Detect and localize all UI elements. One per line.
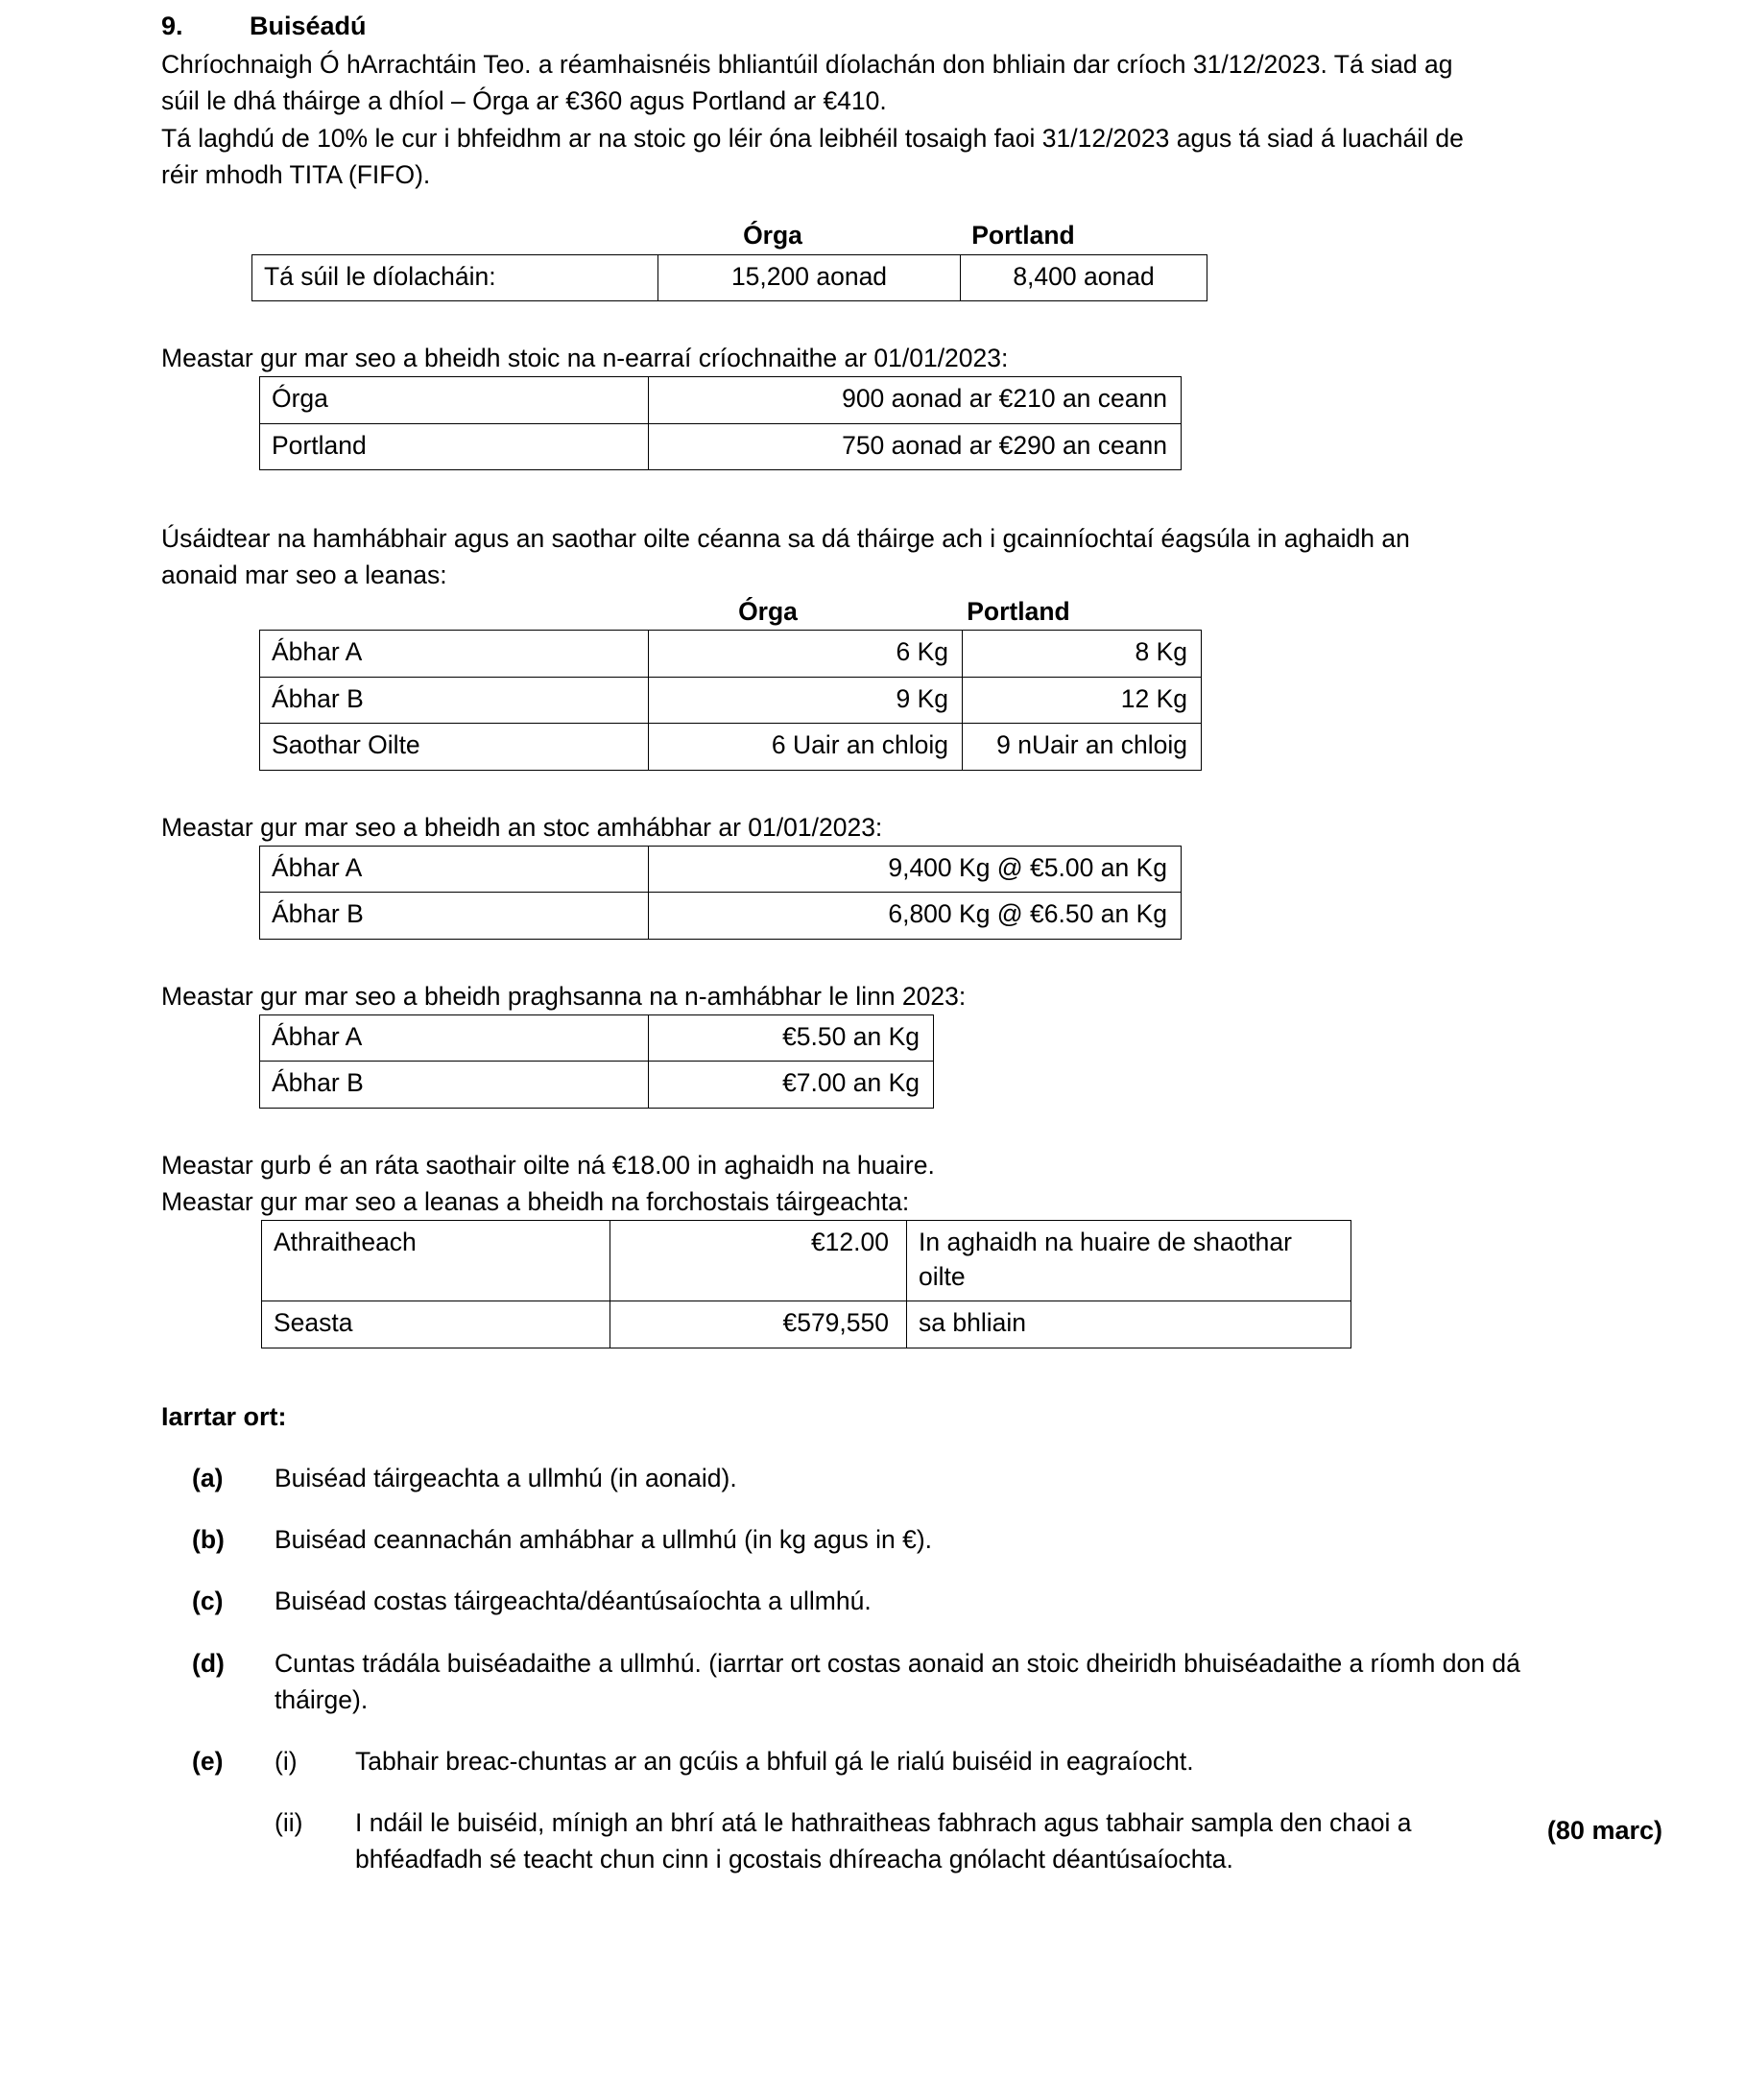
requirement-b-text: Buiséad ceannachán amhábhar a ullmhú (in kg agus in €). bbox=[275, 1525, 933, 1555]
requirements-title: Iarrtar ort: bbox=[161, 1401, 287, 1431]
labour-rate-line: Meastar gurb é an ráta saothair oilte ná €18.00 in aghaidh na huaire. bbox=[161, 1150, 935, 1180]
usage-header-blank bbox=[259, 594, 624, 631]
table-row bbox=[260, 846, 1182, 893]
sales-orga-value: 15,200 aonad bbox=[658, 254, 961, 301]
table-row bbox=[262, 1301, 1351, 1348]
oh-row-0-label: Athraitheach bbox=[262, 1221, 610, 1301]
spacer bbox=[0, 771, 1745, 809]
marks-footer: (80 marc) bbox=[1546, 1816, 1662, 1846]
oh-row-1-basis: sa bhliain bbox=[907, 1301, 1351, 1348]
usage-table-wrapper bbox=[259, 630, 1745, 771]
requirement-e-label: (e) bbox=[192, 1746, 224, 1776]
requirement-a-label: (a) bbox=[192, 1464, 224, 1493]
sales-table-wrapper bbox=[251, 254, 1745, 302]
spacer bbox=[0, 940, 1745, 978]
oh-row-1-label: Seasta bbox=[262, 1301, 610, 1348]
finished-goods-caption: Meastar gur mar seo a bheidh stoic na n-earraí críochnaithe ar 01/01/2023: bbox=[161, 344, 1009, 373]
production-overheads-table bbox=[261, 1220, 1351, 1348]
fg-row-0-label: Órga bbox=[260, 377, 649, 424]
spacer bbox=[0, 193, 1745, 218]
usage-table-headers bbox=[259, 594, 1745, 631]
price-row-0-label: Ábhar A bbox=[260, 1014, 649, 1062]
requirement-e-i-text: Tabhair breac-chuntas ar an gcúis a bhfuil gá le rialú buiséid in eagraíocht. bbox=[355, 1746, 1194, 1776]
usage-row-1-orga: 9 Kg bbox=[649, 677, 963, 724]
usage-caption: Úsáidtear na hamhábhair agus an saothar oilte céanna sa dá tháirge ach i gcainníochtaí éagsúla in aghaidh an aonaid mar seo a leanas: bbox=[161, 524, 1410, 590]
requirement-b-label: (b) bbox=[192, 1525, 225, 1555]
sales-portland-value: 8,400 aonad bbox=[961, 254, 1207, 301]
usage-row-1-label: Ábhar B bbox=[260, 677, 649, 724]
raw-material-stock-caption: Meastar gur mar seo a bheidh an stoc amhábhar ar 01/01/2023: bbox=[161, 812, 883, 842]
finished-goods-stock-table bbox=[259, 376, 1182, 470]
table-row bbox=[252, 254, 1207, 301]
requirement-item-e-ii bbox=[275, 1779, 1745, 1877]
requirement-e-ii-text: I ndáil le buiséid, mínigh an bhrí atá le hathraitheas fabhrach agus tabhair sampla den chaoi a bhféadfadh sé teacht chun cinn i gcostais dhíreacha gnólacht déantúsaíochta. bbox=[355, 1808, 1412, 1874]
intro-paragraph-2: Tá laghdú de 10% le cur i bhfeidhm ar na stoic go léir óna leibhéil tosaigh faoi 31/12/2023 agus tá siad á luacháil de réir mhodh TITA (FIFO). bbox=[161, 123, 1464, 189]
oh-row-0-amount: €12.00 bbox=[610, 1221, 907, 1301]
rm-row-0-label: Ábhar A bbox=[260, 846, 649, 893]
requirement-c-text: Buiséad costas táirgeachta/déantúsaíochta a ullmhú. bbox=[275, 1587, 872, 1616]
price-row-1-label: Ábhar B bbox=[260, 1062, 649, 1109]
table-row bbox=[260, 377, 1182, 424]
table-row bbox=[260, 631, 1202, 678]
usage-row-0-orga: 6 Kg bbox=[649, 631, 963, 678]
spacer bbox=[0, 301, 1745, 340]
usage-header-portland: Portland bbox=[967, 596, 1070, 626]
overheads-caption: Meastar gur mar seo a leanas a bheidh na forchostais táirgeachta: bbox=[161, 1187, 910, 1217]
table-row bbox=[260, 1062, 934, 1109]
oh-row-0-basis: In aghaidh na huaire de shaothar oilte bbox=[907, 1221, 1351, 1301]
requirement-item-e bbox=[192, 1718, 1745, 1779]
spacer bbox=[0, 1348, 1745, 1398]
usage-row-0-portland: 8 Kg bbox=[963, 631, 1202, 678]
spacer bbox=[0, 1109, 1745, 1147]
usage-header-orga: Órga bbox=[738, 596, 798, 626]
sales-row-label: Tá súil le díolacháin: bbox=[252, 254, 658, 301]
table-row bbox=[260, 724, 1202, 771]
requirement-e-i-roman: (i) bbox=[275, 1746, 298, 1776]
rm-row-1-label: Ábhar B bbox=[260, 893, 649, 940]
table-row bbox=[260, 423, 1182, 470]
requirement-item-a bbox=[192, 1435, 1745, 1496]
price-row-1-value: €7.00 an Kg bbox=[649, 1062, 934, 1109]
sales-header-orga: Órga bbox=[743, 220, 802, 250]
usage-row-2-orga: 6 Uair an chloig bbox=[649, 724, 963, 771]
fg-row-1-label: Portland bbox=[260, 423, 649, 470]
requirement-d-label: (d) bbox=[192, 1648, 225, 1678]
rm-row-0-value: 9,400 Kg @ €5.00 an Kg bbox=[649, 846, 1182, 893]
page-title bbox=[161, 8, 1745, 44]
usage-row-2-label: Saothar Oilte bbox=[260, 724, 649, 771]
table-row bbox=[260, 1014, 934, 1062]
sales-header-portland: Portland bbox=[971, 220, 1075, 250]
usage-row-1-portland: 12 Kg bbox=[963, 677, 1202, 724]
raw-material-stock-table bbox=[259, 846, 1182, 940]
requirement-c-label: (c) bbox=[192, 1587, 224, 1616]
material-prices-table-wrapper bbox=[259, 1014, 1745, 1109]
usage-row-0-label: Ábhar A bbox=[260, 631, 649, 678]
table-row bbox=[262, 1221, 1351, 1301]
oh-row-1-amount: €579,550 bbox=[610, 1301, 907, 1348]
material-prices-table bbox=[259, 1014, 934, 1109]
sales-header-blank bbox=[251, 218, 633, 254]
spacer bbox=[0, 470, 1745, 520]
table-row bbox=[260, 677, 1202, 724]
expected-sales-table bbox=[251, 254, 1207, 302]
requirement-d-text: Cuntas trádála buiséadaithe a ullmhú. (iarrtar ort costas aonaid an stoic dheiridh bhuiséadaithe a ríomh don dá tháirge). bbox=[275, 1648, 1520, 1714]
usage-row-2-portland: 9 nUair an chloig bbox=[963, 724, 1202, 771]
raw-material-stock-table-wrapper bbox=[259, 846, 1745, 940]
finished-goods-table-wrapper bbox=[259, 376, 1745, 470]
question-title: Buiséadú bbox=[250, 12, 367, 40]
requirement-a-text: Buiséad táirgeachta a ullmhú (in aonaid). bbox=[275, 1464, 737, 1493]
fg-row-0-value: 900 aonad ar €210 an ceann bbox=[649, 377, 1182, 424]
requirement-item-b bbox=[192, 1496, 1745, 1558]
sales-table-headers bbox=[251, 218, 1745, 254]
requirement-item-d bbox=[192, 1620, 1745, 1718]
requirement-item-c bbox=[192, 1558, 1745, 1619]
rm-row-1-value: 6,800 Kg @ €6.50 an Kg bbox=[649, 893, 1182, 940]
intro-paragraph-1: Chríochnaigh Ó hArrachtáin Teo. a réamhaisnéis bhliantúil díolachán don bhliain dar críoch 31/12/2023. Tá siad ag súil le dhá tháirge a dhíol – Órga ar €360 agus Portland ar €410. bbox=[161, 50, 1453, 116]
question-number: 9. bbox=[161, 12, 183, 40]
overheads-table-wrapper bbox=[261, 1220, 1745, 1348]
price-row-0-value: €5.50 an Kg bbox=[649, 1014, 934, 1062]
usage-per-unit-table bbox=[259, 630, 1202, 771]
requirement-e-ii-roman: (ii) bbox=[275, 1808, 303, 1838]
material-prices-caption: Meastar gur mar seo a bheidh praghsanna na n-amhábhar le linn 2023: bbox=[161, 981, 967, 1011]
requirements-list bbox=[0, 1435, 1745, 1877]
table-row bbox=[260, 893, 1182, 940]
fg-row-1-value: 750 aonad ar €290 an ceann bbox=[649, 423, 1182, 470]
